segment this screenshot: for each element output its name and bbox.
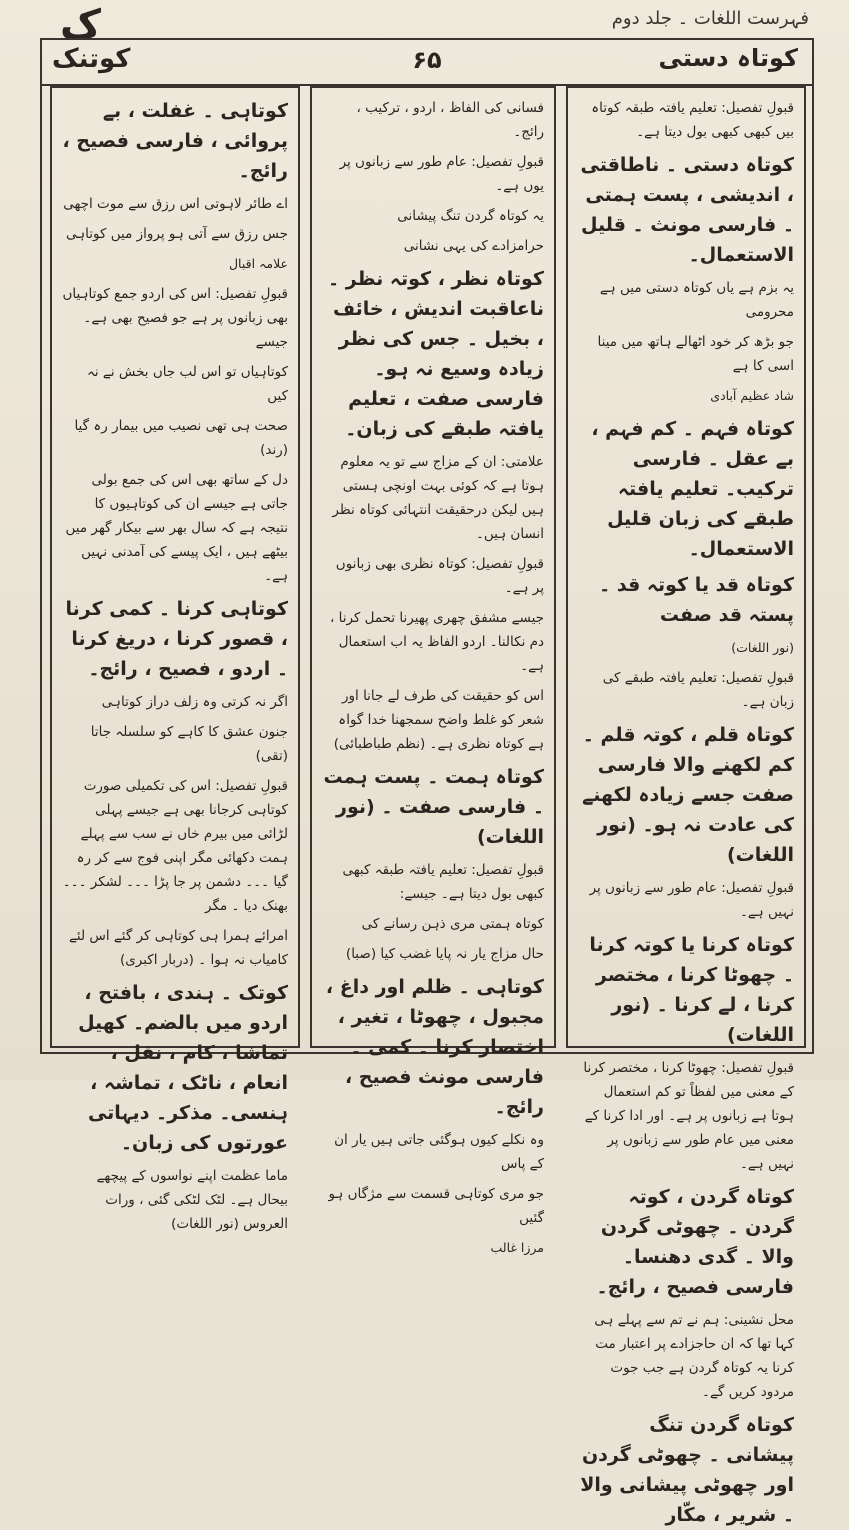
poet-name: مرزا غالب: [490, 1240, 544, 1255]
headword-entry: کوتاہ گردن ، کوتہ گردن ۔ چھوٹی گردن والا ۔ گدی دھنسا۔ فارسی فصیح ، رائج۔: [596, 1186, 794, 1298]
entry-text: قبولِ تفصیل: تعلیم یافتہ طبقے کی زبان ہے۔: [602, 670, 794, 710]
verse-line: کوتاہ ہمتی مری ذہن رسانے کی: [361, 916, 544, 932]
top-note: فہرست اللغات ۔ جلد دوم: [611, 8, 809, 29]
verse-line: اگر نہ کرتی وہ زلف دراز کوتاہی: [101, 694, 288, 710]
poet-name: علامہ اقبال: [228, 256, 288, 271]
entry-text: امرائے ہمرا ہی کوتاہی کر گئے اس لئے کامیاب نہ ہوا ۔ (دربار اکبری): [68, 928, 288, 968]
headword-entry: کوتاہ کرنا یا کوتہ کرنا ۔ چھوٹا کرنا ، مختصر کرنا ، لے کرنا ۔ (نور اللغات): [589, 934, 794, 1046]
headword-entry: کوتاہی ۔ غفلت ، بے پروائی ، فارسی فصیح ، رائج۔: [62, 100, 288, 182]
entry-text: قبولِ تفصیل: عام طور سے زبانوں پر نہیں ہے۔: [589, 880, 794, 920]
headword-entry: کوتاہ دستی ۔ ناطاقتی ، اندیشی ، پست ہمتی ۔ فارسی مونث ۔ قلیل الاستعمال۔: [580, 154, 794, 266]
entry-text: دل کے ساتھ بھی اس کی جمع بولی جاتی ہے جیسے ان کی کوتاہیوں کا نتیجہ ہے کہ سال بھر سے بیکار گھر میں بیٹھے ہیں ، ایک پیسے کی آمدنی نہیں ہے۔: [65, 472, 288, 584]
headword-entry: کوتاہی ۔ ظلم اور داغ ، مجبول ، چھوٹا ، تغیر ، اختصار کرنا ۔ کمی ۔ فارسی مونث فصیح ، رائج۔: [325, 976, 544, 1118]
verse-line: جنون عشق کا کاہے کو سلسلہ جاتا (تقی): [90, 724, 288, 764]
page-header: [42, 40, 812, 86]
headword-entry: کوتک ۔ ہندی ، بافتح ، اردو میں بالضم۔ کھیل تماشا ، کام ، نقل ، انعام ، ناٹک ، تماشہ ، ہنسی۔ مذکر۔ دیہاتی عورتوں کی زبان۔: [78, 982, 288, 1154]
verse-line: یہ بزم ہے یاں کوتاہ دستی میں ہے محرومی: [599, 280, 794, 320]
headword-entry: کوتاہ نظر ، کوتہ نظر ۔ ناعاقبت اندیش ، خائف ، بخیل ۔ جس کی نظر زیادہ وسیع نہ ہو۔ فارسی صفت ، تعلیم یافتہ طبقے کی زبان۔: [328, 268, 544, 440]
page-number: ۶۵: [412, 46, 442, 74]
entry-text: قبولِ تفصیل: چھوٹا کرنا ، مختصر کرنا کے معنی میں لفظاً تو کم استعمال ہوتا ہے زبانوں پر ہے۔ اور ادا کرنا کے معنی میں عام طور سے زبانوں پر نہیں ہے۔: [583, 1060, 794, 1172]
entry-text: قبولِ تفصیل: اس کی اردو جمع کوتاہیاں بھی زبانوں پر ہے جو فصیح بھی ہے۔ جیسے: [62, 286, 288, 350]
headword-entry: کوتاہی کرنا ۔ کمی کرنا ، قصور کرنا ، دریغ کرنا ۔ اردو ، فصیح ، رائج۔: [65, 598, 288, 680]
header-left-word: کوتنک: [52, 44, 131, 74]
entry-text: فسانی کی الفاظ ، اردو ، ترکیب ، رائج۔: [356, 100, 544, 140]
verse-line: جو مری کوتاہی قسمت سے مژگاں ہو گئیں: [328, 1186, 544, 1226]
verse-line: حال مزاج یار نہ پایا غضب کیا (صبا): [345, 946, 544, 962]
entry-text: اس کو حقیقت کی طرف لے جانا اور شعر کو غلط واضح سمجھنا خدا گواہ ہے کوتاہ نظری ہے۔ (نظم طباطبائی): [333, 688, 544, 752]
column-left: [50, 86, 300, 1232]
column-right: [566, 86, 806, 1526]
poet-name: شاد عظیم آبادی: [710, 388, 794, 403]
entry-text: قبولِ تفصیل: تعلیم یافتہ طبقہ کوتاہ بیں کبھی کبھی بول دیتا ہے۔: [591, 100, 794, 140]
verse-line: وہ نکلے کیوں ہوگئی جاتی ہیں یار ان کے پاس: [334, 1132, 544, 1172]
verse-line: حرامزادے کی یہی نشانی: [403, 238, 544, 254]
headword-entry: کوتاہ قد یا کوتہ قد ۔ پستہ قد صفت: [599, 574, 794, 626]
entry-text: قبولِ تفصیل: عام طور سے زبانوں پر یوں ہے۔: [339, 154, 544, 194]
headword-entry: کوتاہ فہم ۔ کم فہم ، بے عقل ۔ فارسی ترکیب۔ تعلیم یافتہ طبقے کی زبان قلیل الاستعمال۔: [591, 418, 794, 560]
entry-text: قبولِ تفصیل: کوتاہ نظری بھی زبانوں پر ہے۔: [335, 556, 544, 596]
entry-text: علامتی: ان کے مزاج سے تو یہ معلوم ہوتا ہے کہ کوئی بہت اونچی ہستی ہیں لیکن درحقیقت انتہائی کوتاہ نظر انسان ہیں۔: [332, 454, 544, 542]
verse-line: جس رزق سے آتی ہو پرواز میں کوتاہی: [66, 226, 288, 242]
entry-text: ماما عظمت اپنے نواسوں کے پیچھے بیحال ہے۔ لٹک لٹکی گئی ، ورات العروس (نور اللغات): [96, 1168, 288, 1232]
page-frame: [40, 38, 814, 1526]
verse-line: کوتاہیاں تو اس لب جاں بخش نے نہ کیں: [86, 364, 288, 404]
headword-entry: کوتاہ قلم ، کوتہ قلم ۔ کم لکھنے والا فارسی صفت جسے زیادہ لکھنے کی عادت نہ ہو۔ (نور اللغات): [582, 724, 794, 866]
source-citation: (نور اللغات): [731, 640, 794, 655]
entry-text: قبولِ تفصیل: اس کی تکمیلی صورت کوتاہی کرجانا بھی ہے جیسے پہلی لڑائی میں بیرم خاں نے سب سے پہلے ہمت دکھائی مگر اپنی فوج سے کر رہ گیا ۔۔۔ دشمن پر جا پڑا ۔۔۔ لشکر ۔۔۔ بھنک دیا ۔ مگر: [62, 778, 288, 914]
headword-entry: کوتاہ گردن تنگ پیشانی ۔ چھوٹی گردن اور چھوٹی پیشانی والا ۔ شریر ، مکّار: [580, 1414, 794, 1526]
header-right-word: کوتاہ دستی: [658, 44, 798, 72]
entry-text: جیسے مشفق چھری پھیرنا تحمل کرنا ، دم نکالنا۔ اردو الفاظ یہ اب استعمال ہے۔: [329, 610, 544, 674]
verse-line: جو بڑھ کر خود اٹھالے ہاتھ میں مینا اسی کا ہے: [597, 334, 794, 374]
column-middle: [310, 86, 556, 1255]
verse-line: صحت ہی تھی نصیب میں بیمار رہ گیا (رند): [74, 418, 288, 458]
corner-letter: ک: [60, 2, 101, 48]
entry-text: قبولِ تفصیل: تعلیم یافتہ طبقہ کبھی کبھی بول دیتا ہے۔ جیسے:: [342, 862, 544, 902]
verse-line: اے طائر لاہوتی اس رزق سے موت اچھی: [63, 196, 288, 212]
verse-line: یہ کوتاہ گردن تنگ پیشانی: [397, 208, 544, 224]
entry-text: محل نشینی: ہم نے تم سے پہلے ہی کہا تھا کہ ان حاجزادے پر اعتبار مت کرنا یہ کوتاہ گردن ہے جب جوت مردود کریں گے۔: [594, 1312, 794, 1400]
headword-entry: کوتاہ ہمت ۔ پست ہمت ۔ فارسی صفت ۔ (نور اللغات): [323, 766, 544, 848]
